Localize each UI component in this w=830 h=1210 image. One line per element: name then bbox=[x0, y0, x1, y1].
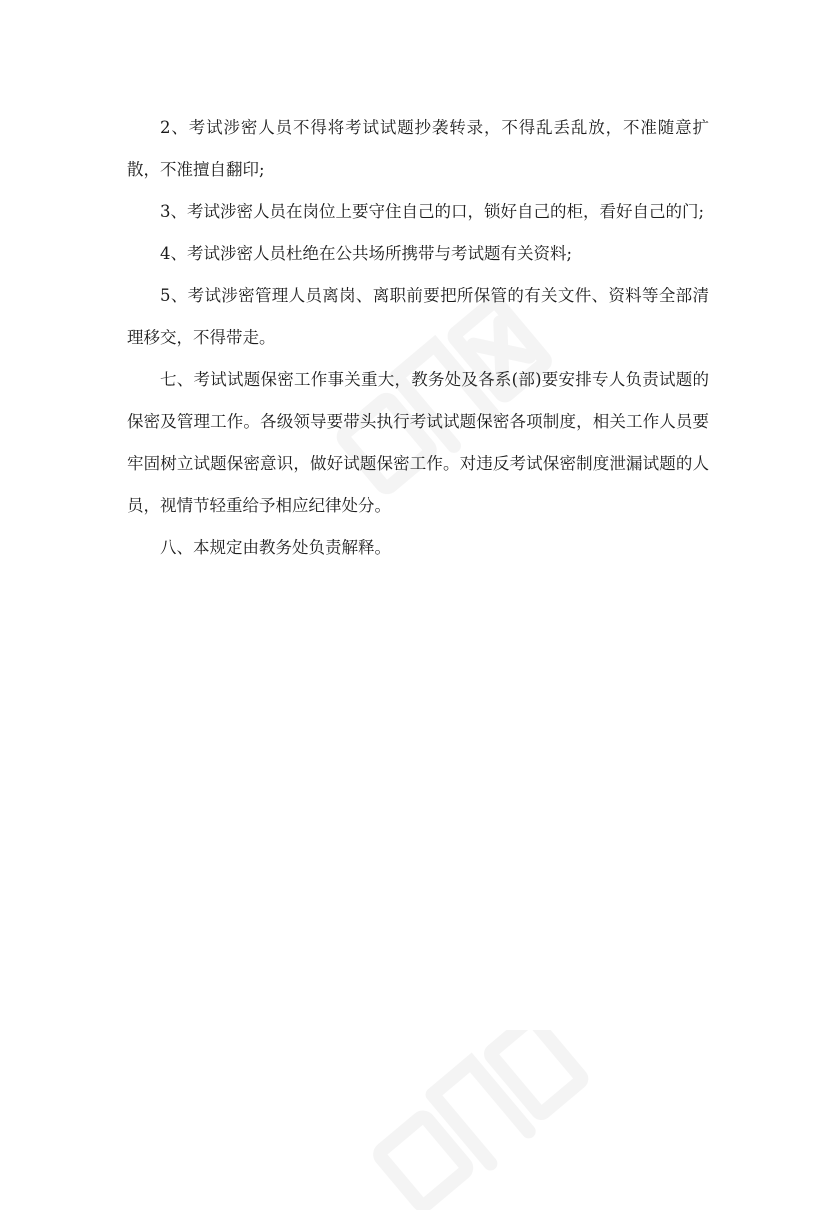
paragraph-item-4: 4、考试涉密人员杜绝在公共场所携带与考试题有关资料; bbox=[160, 244, 573, 263]
watermark-graphic-bottom bbox=[360, 1030, 600, 1210]
paragraph-item-2: 2、考试涉密人员不得将考试试题抄袭转录，不得乱丢乱放，不准随意扩散，不准擅自翻印; bbox=[127, 118, 709, 179]
paragraph-item-3: 3、考试涉密人员在岗位上要守住自己的口，锁好自己的柜，看好自己的门; bbox=[160, 202, 705, 221]
paragraph-section-8: 八、本规定由教务处负责解释。 bbox=[160, 538, 391, 557]
paragraph-item-5: 5、考试涉密管理人员离岗、离职前要把所保管的有关文件、资料等全部清理移交，不得带走。 bbox=[127, 286, 709, 347]
document-body bbox=[127, 107, 709, 569]
paragraph-section-7: 七、考试试题保密工作事关重大，教务处及各系(部)要安排专人负责试题的保密及管理工作。各级领导要带头执行考试试题保密各项制度，相关工作人员要牢固树立试题保密意识，做好试题保密工作。对违反考试保密制度泄漏试题的人员，视情节轻重给予相应纪律处分。 bbox=[127, 370, 709, 515]
